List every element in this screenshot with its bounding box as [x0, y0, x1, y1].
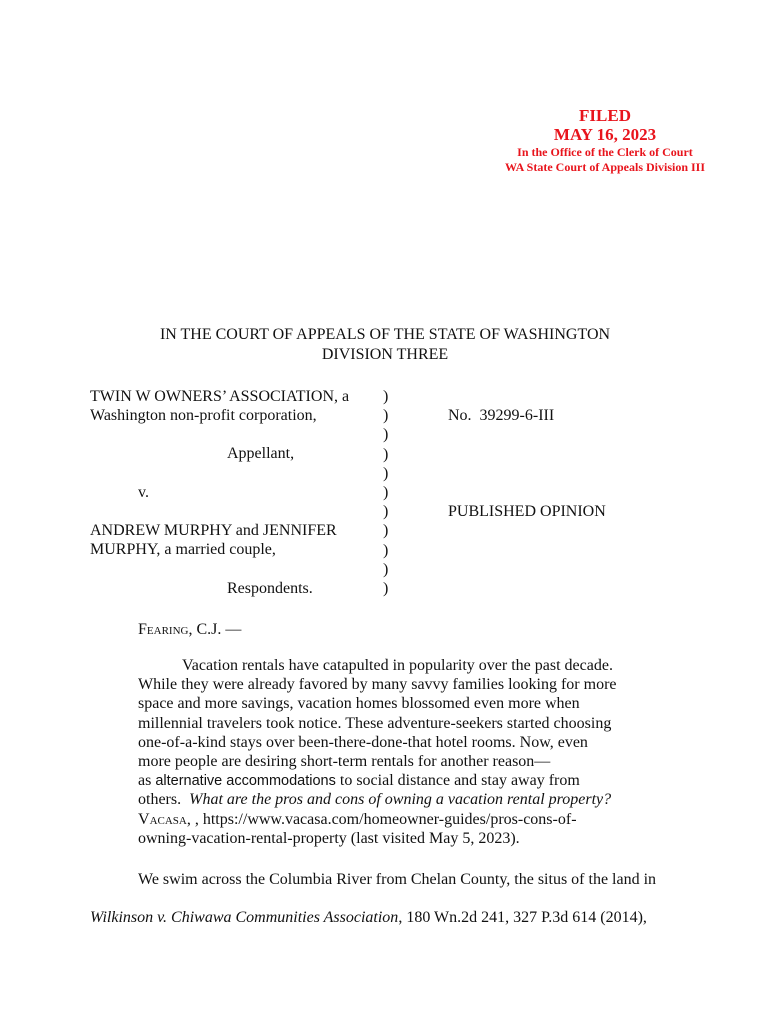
- caption-paren: ): [383, 541, 389, 559]
- respondent-role: Respondents.: [227, 580, 313, 597]
- quote-line: space and more savings, vacation homes blossomed even more when: [138, 695, 580, 713]
- filed-stamp-court: WA State Court of Appeals Division III: [504, 160, 706, 174]
- author-initial: F: [138, 621, 147, 638]
- body-paragraph-continued: [90, 908, 647, 927]
- caption-paren: ): [383, 483, 389, 501]
- filed-stamp-date: MAY 16, 2023: [553, 125, 657, 144]
- quote-source-initial: V: [138, 810, 150, 828]
- case-number: No. 39299-6-III: [448, 407, 555, 424]
- quote-line: millennial travelers took notice. These adventure-seekers started choosing: [138, 714, 612, 732]
- quote-line: [138, 771, 617, 790]
- case-citation-reporter: , 180 Wn.2d 241, 327 P.3d 614 (2014),: [398, 909, 647, 926]
- caption-paren: ): [383, 579, 389, 597]
- case-citation-name: Wilkinson v. Chiwawa Communities Association: [90, 909, 399, 926]
- respondent-description: MURPHY, a married couple,: [90, 541, 276, 558]
- court-heading: IN THE COURT OF APPEALS OF THE STATE OF WASHINGTON: [159, 326, 611, 343]
- caption-paren: ): [383, 464, 389, 482]
- caption-paren: ): [383, 426, 389, 444]
- versus-label: v.: [138, 484, 149, 501]
- filed-stamp-label: FILED: [579, 106, 631, 125]
- quote-source-title: What are the pros and cons of owning a vacation rental property?: [189, 791, 612, 809]
- author-title: , C.J. —: [188, 621, 242, 638]
- quote-source-name: acasa: [149, 810, 187, 828]
- appellant-role: Appellant,: [227, 445, 295, 462]
- quote-line: owning-vacation-rental-property (last visited May 5, 2023).: [138, 829, 520, 847]
- quote-text: to social distance and stay away from: [335, 772, 580, 790]
- caption-parenthesis-column: [383, 387, 388, 598]
- caption-paren: ): [383, 388, 389, 405]
- caption-paren: ): [383, 445, 389, 463]
- author-name: earing: [146, 621, 189, 638]
- quote-line: [138, 810, 617, 829]
- body-paragraph: We swim across the Columbia River from Chelan County, the situs of the land in: [138, 871, 657, 888]
- quote-text: others.: [138, 791, 190, 809]
- division-heading: DIVISION THREE: [321, 346, 449, 363]
- appellant-name: TWIN W OWNERS’ ASSOCIATION, a: [90, 388, 350, 405]
- quote-highlight: alternative accommodations: [155, 773, 336, 790]
- block-quote: [138, 656, 617, 848]
- quote-line: one-of-a-kind stays over been-there-done-that hotel rooms. Now, even: [138, 733, 588, 751]
- quote-text: as: [138, 772, 156, 790]
- caption-paren: ): [383, 503, 389, 521]
- quote-line: [138, 790, 617, 809]
- opinion-type: PUBLISHED OPINION: [448, 503, 606, 520]
- caption-paren: ): [383, 560, 389, 578]
- quote-line: Vacation rentals have catapulted in popularity over the past decade.: [182, 657, 613, 674]
- quote-line: more people are desiring short-term rentals for another reason—: [138, 752, 551, 770]
- caption-paren: ): [383, 407, 389, 425]
- appellant-description: Washington non-profit corporation,: [90, 407, 317, 424]
- author-line: [138, 620, 241, 639]
- respondent-name: ANDREW MURPHY and JENNIFER: [90, 522, 337, 539]
- filed-stamp-office: In the Office of the Clerk of Court: [517, 145, 693, 159]
- quote-line: While they were already favored by many savvy families looking for more: [138, 676, 617, 694]
- quote-source-url: , , https://www.vacasa.com/homeowner-guides/pros-cons-of-: [186, 810, 577, 828]
- caption-paren: ): [383, 522, 389, 540]
